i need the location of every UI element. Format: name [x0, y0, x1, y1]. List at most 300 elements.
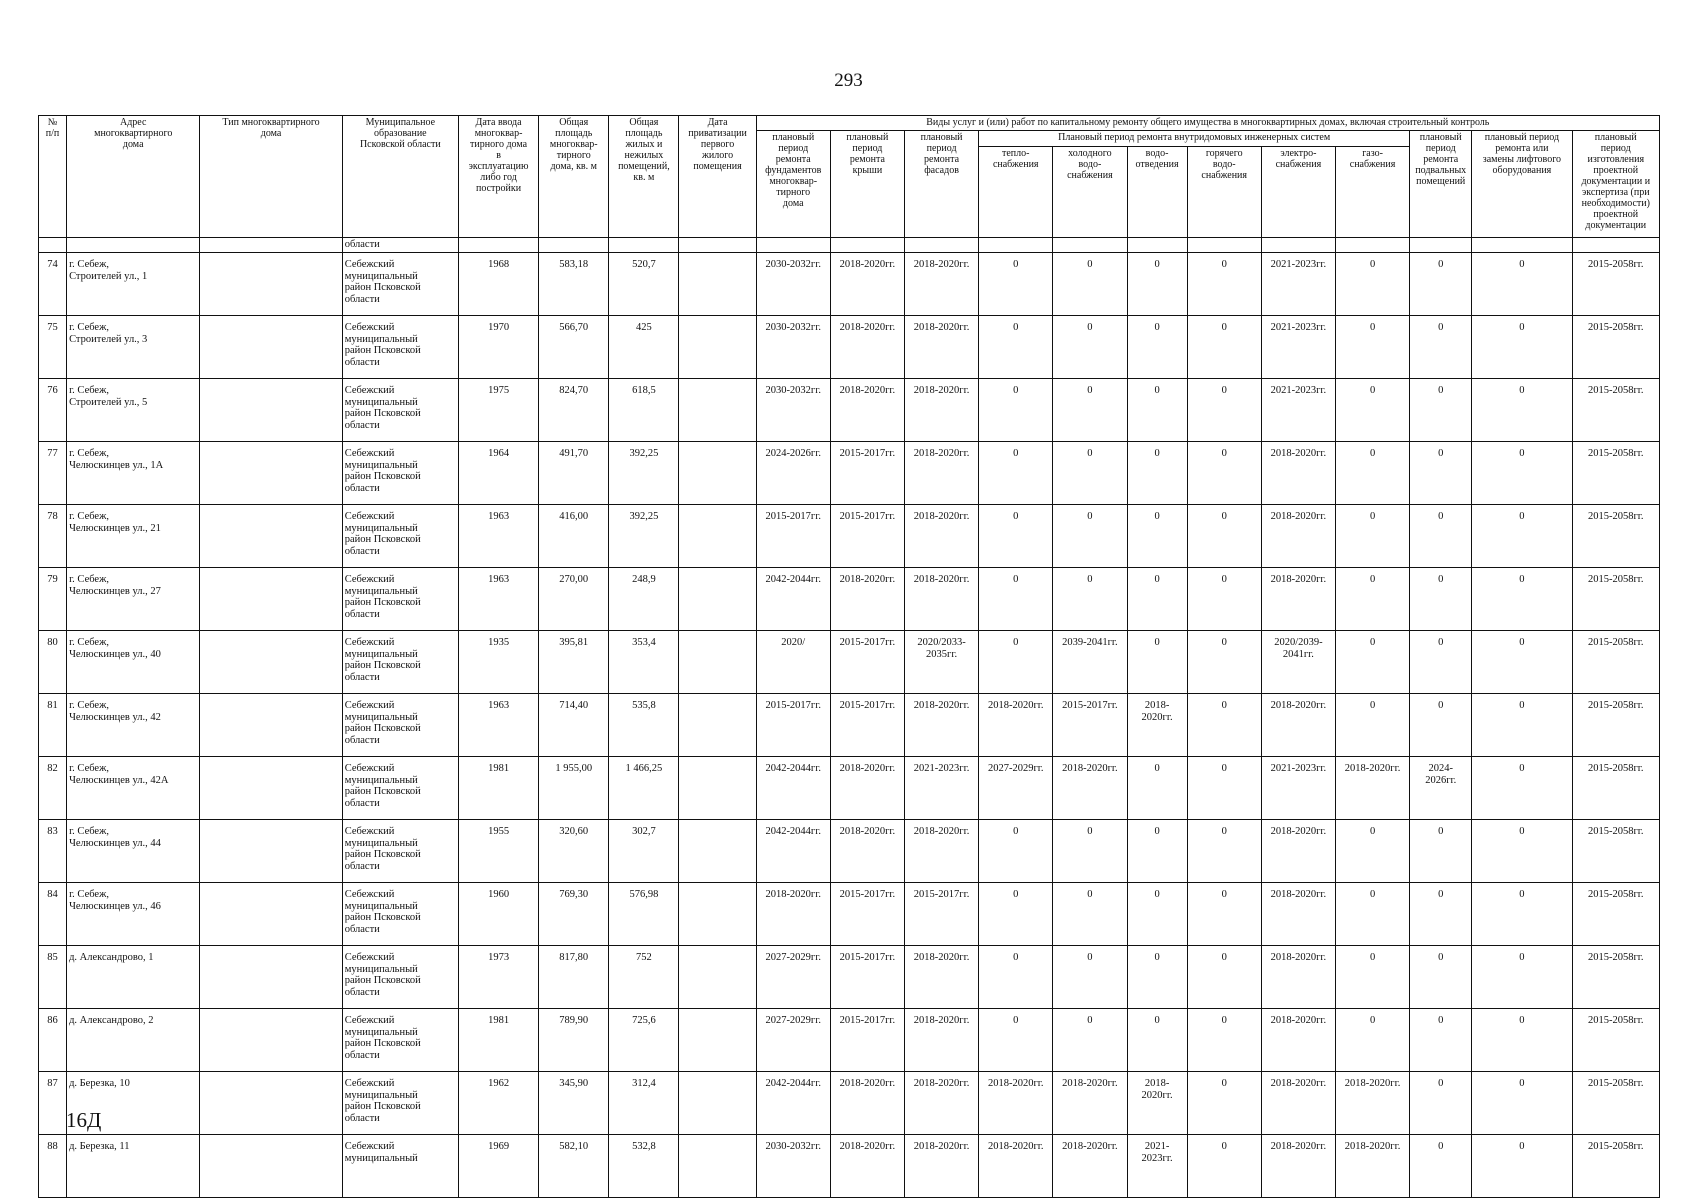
- cell-facade: 2018-2020гг.: [904, 1072, 978, 1135]
- cell-year: 1969: [458, 1135, 538, 1198]
- cell-foundation: 2027-2029гг.: [756, 1009, 830, 1072]
- cell-municipality: Себежский муниципальный район Псковской области: [342, 505, 458, 568]
- header-electric: электро- снабжения: [1261, 147, 1335, 238]
- cell-basement: 0: [1410, 253, 1472, 316]
- cell-address: д. Александрово, 1: [67, 946, 200, 1009]
- header-address: Адрес многоквартирного дома: [67, 116, 200, 238]
- cell-year: 1970: [458, 316, 538, 379]
- cell-sewage: 2021- 2023гг.: [1127, 1135, 1187, 1198]
- cell-roof: 2018-2020гг.: [830, 253, 904, 316]
- cell-address: г. Себеж, Челюскинцев ул., 21: [67, 505, 200, 568]
- cell-basement: 0: [1410, 379, 1472, 442]
- cell-privatization: [679, 631, 756, 694]
- cell-facade: 2018-2020гг.: [904, 379, 978, 442]
- table-row: [39, 820, 1660, 883]
- cell-hot-water: 0: [1187, 820, 1261, 883]
- cell-foundation: 2030-2032гг.: [756, 316, 830, 379]
- cell-address: г. Себеж, Челюскинцев ул., 40: [67, 631, 200, 694]
- cell-type: [200, 694, 342, 757]
- cell-cold-water: 0: [1053, 568, 1127, 631]
- cell-privatization: [679, 820, 756, 883]
- cell-municipality: Себежский муниципальный район Псковской области: [342, 757, 458, 820]
- cell-no: 78: [39, 505, 67, 568]
- cell-foundation: 2018-2020гг.: [756, 883, 830, 946]
- header-design-docs: плановый период изготовления проектной документации и экспертиза (при необходимости) проектной документации: [1572, 131, 1659, 238]
- cell-foundation: 2030-2032гг.: [756, 379, 830, 442]
- header-commissioned: Дата ввода многоквар- тирного дома в эксплуатацию либо год постройки: [458, 116, 538, 238]
- cell-type: [200, 1072, 342, 1135]
- cell-foundation: 2020/: [756, 631, 830, 694]
- cell-foundation: 2027-2029гг.: [756, 946, 830, 1009]
- cell-elevator: 0: [1472, 883, 1572, 946]
- cell-foundation: 2042-2044гг.: [756, 1072, 830, 1135]
- cell-no: 84: [39, 883, 67, 946]
- cell-foundation: 2015-2017гг.: [756, 694, 830, 757]
- cell-design-docs: 2015-2058гг.: [1572, 820, 1659, 883]
- cell-total-area: 416,00: [539, 505, 609, 568]
- cell-hot-water: 0: [1187, 379, 1261, 442]
- cell-design-docs: 2015-2058гг.: [1572, 946, 1659, 1009]
- cell-sewage: 0: [1127, 1009, 1187, 1072]
- cell-roof: 2015-2017гг.: [830, 631, 904, 694]
- cell-hot-water: 0: [1187, 757, 1261, 820]
- table-body: [39, 238, 1660, 1198]
- cell-municipality: Себежский муниципальный район Псковской области: [342, 883, 458, 946]
- cell-type: [200, 757, 342, 820]
- cell-type: [200, 442, 342, 505]
- cell-type: [200, 1135, 342, 1198]
- cell-heat: 0: [979, 442, 1053, 505]
- cell-elevator: 0: [1472, 631, 1572, 694]
- cell-elevator: 0: [1472, 946, 1572, 1009]
- table-row: [39, 631, 1660, 694]
- cell-year: 1968: [458, 253, 538, 316]
- cell-basement: 0: [1410, 1135, 1472, 1198]
- cell-basement: 0: [1410, 946, 1472, 1009]
- cell-elevator: 0: [1472, 316, 1572, 379]
- cell-roof: 2018-2020гг.: [830, 1135, 904, 1198]
- cell-privatization: [679, 505, 756, 568]
- cell-hot-water: 0: [1187, 505, 1261, 568]
- cell-premises-area: 353,4: [609, 631, 679, 694]
- cell-heat: 0: [979, 631, 1053, 694]
- cell-elevator: 0: [1472, 379, 1572, 442]
- header-gas: газо- снабжения: [1335, 147, 1409, 238]
- cell-electric: 2018-2020гг.: [1261, 1135, 1335, 1198]
- cell-year: 1963: [458, 505, 538, 568]
- cell-no: 74: [39, 253, 67, 316]
- cell-cold-water: 0: [1053, 820, 1127, 883]
- table-row: [39, 757, 1660, 820]
- cell-roof: 2015-2017гг.: [830, 505, 904, 568]
- cell-elevator: 0: [1472, 694, 1572, 757]
- cell-facade: 2021-2023гг.: [904, 757, 978, 820]
- header-privatization: Дата приватизации первого жилого помещения: [679, 116, 756, 238]
- cell-foundation: 2015-2017гг.: [756, 505, 830, 568]
- cell-gas: 0: [1335, 946, 1409, 1009]
- cell-year: 1975: [458, 379, 538, 442]
- cell-cold-water: 0: [1053, 946, 1127, 1009]
- cell-heat: 0: [979, 253, 1053, 316]
- cell-premises-area: 425: [609, 316, 679, 379]
- cell-type: [200, 505, 342, 568]
- cell-roof: 2018-2020гг.: [830, 757, 904, 820]
- header-premises-area: Общая площадь жилых и нежилых помещений, кв. м: [609, 116, 679, 238]
- cell-electric: 2018-2020гг.: [1261, 1009, 1335, 1072]
- cell-heat: 2027-2029гг.: [979, 757, 1053, 820]
- cell-total-area: 270,00: [539, 568, 609, 631]
- cell-sewage: 0: [1127, 946, 1187, 1009]
- cell-cold-water: 0: [1053, 253, 1127, 316]
- cell-roof: 2015-2017гг.: [830, 442, 904, 505]
- cell-address: г. Себеж, Строителей ул., 5: [67, 379, 200, 442]
- cell-facade: 2018-2020гг.: [904, 316, 978, 379]
- cell-year: 1962: [458, 1072, 538, 1135]
- cell-no: 77: [39, 442, 67, 505]
- cell-electric: 2021-2023гг.: [1261, 253, 1335, 316]
- cell-electric: 2018-2020гг.: [1261, 568, 1335, 631]
- cell-premises-area: 520,7: [609, 253, 679, 316]
- cell-basement: 0: [1410, 568, 1472, 631]
- cell-total-area: 789,90: [539, 1009, 609, 1072]
- cell-electric: 2018-2020гг.: [1261, 820, 1335, 883]
- cell-total-area: 583,18: [539, 253, 609, 316]
- cell-address: д. Березка, 10: [67, 1072, 200, 1135]
- cell-year: 1964: [458, 442, 538, 505]
- cell-premises-area: 392,25: [609, 442, 679, 505]
- cell-design-docs: 2015-2058гг.: [1572, 1009, 1659, 1072]
- cell-type: [200, 883, 342, 946]
- cell-municipality: Себежский муниципальный: [342, 1135, 458, 1198]
- cell-gas: 2018-2020гг.: [1335, 757, 1409, 820]
- cell-cold-water: 2018-2020гг.: [1053, 757, 1127, 820]
- cell-heat: 0: [979, 1009, 1053, 1072]
- cell-roof: 2018-2020гг.: [830, 316, 904, 379]
- cell-municipality: Себежский муниципальный район Псковской области: [342, 820, 458, 883]
- cell-electric: 2020/2039- 2041гг.: [1261, 631, 1335, 694]
- cell-no: 80: [39, 631, 67, 694]
- cell-address: г. Себеж, Челюскинцев ул., 44: [67, 820, 200, 883]
- cell-no: 81: [39, 694, 67, 757]
- cell-heat: 2018-2020гг.: [979, 1135, 1053, 1198]
- cell-electric: 2021-2023гг.: [1261, 379, 1335, 442]
- cell-total-area: 320,60: [539, 820, 609, 883]
- cell-heat: 0: [979, 946, 1053, 1009]
- footer-code: 16Д: [66, 1108, 102, 1132]
- cell-elevator: 0: [1472, 820, 1572, 883]
- table-row: [39, 1009, 1660, 1072]
- cell-hot-water: 0: [1187, 442, 1261, 505]
- cell-gas: 0: [1335, 568, 1409, 631]
- table-row: [39, 505, 1660, 568]
- cell-type: [200, 379, 342, 442]
- table-row: [39, 946, 1660, 1009]
- cell-municipality: Себежский муниципальный район Псковской области: [342, 379, 458, 442]
- cell-cold-water: 0: [1053, 379, 1127, 442]
- cell-heat: 0: [979, 505, 1053, 568]
- cell-facade: 2018-2020гг.: [904, 253, 978, 316]
- cell-heat: 2018-2020гг.: [979, 1072, 1053, 1135]
- header-engineering-group: Плановый период ремонта внутридомовых инженерных систем: [979, 131, 1410, 147]
- header-works-group: Виды услуг и (или) работ по капитальному ремонту общего имущества в многоквартирных домах, включая строительный контроль: [756, 116, 1659, 131]
- cell-roof: 2015-2017гг.: [830, 883, 904, 946]
- cell-municipality: Себежский муниципальный район Псковской области: [342, 253, 458, 316]
- cell-electric: 2018-2020гг.: [1261, 694, 1335, 757]
- cell-sewage: 0: [1127, 442, 1187, 505]
- cell-municipality: Себежский муниципальный район Псковской области: [342, 631, 458, 694]
- cell-year: 1981: [458, 757, 538, 820]
- cell-basement: 0: [1410, 1072, 1472, 1135]
- cell-cold-water: 2015-2017гг.: [1053, 694, 1127, 757]
- cell-sewage: 0: [1127, 505, 1187, 568]
- cell-basement: 0: [1410, 505, 1472, 568]
- cell-municipality: Себежский муниципальный район Псковской области: [342, 568, 458, 631]
- cell-heat: 0: [979, 568, 1053, 631]
- header-elevator: плановый период ремонта или замены лифтового оборудования: [1472, 131, 1572, 238]
- cell-total-area: 1 955,00: [539, 757, 609, 820]
- cell-elevator: 0: [1472, 1072, 1572, 1135]
- cell-hot-water: 0: [1187, 253, 1261, 316]
- cell-year: 1963: [458, 694, 538, 757]
- cell-premises-area: 1 466,25: [609, 757, 679, 820]
- cell-privatization: [679, 1072, 756, 1135]
- cell-cold-water: 2039-2041гг.: [1053, 631, 1127, 694]
- cell-sewage: 0: [1127, 316, 1187, 379]
- cell-type: [200, 253, 342, 316]
- cell-sewage: 0: [1127, 883, 1187, 946]
- cell-no: 82: [39, 757, 67, 820]
- cell-basement: 2024- 2026гг.: [1410, 757, 1472, 820]
- cell-privatization: [679, 694, 756, 757]
- header-basement: плановый период ремонта подвальных помещений: [1410, 131, 1472, 238]
- cell-heat: 0: [979, 316, 1053, 379]
- cell-facade: 2018-2020гг.: [904, 568, 978, 631]
- cell-elevator: 0: [1472, 505, 1572, 568]
- table-row: [39, 379, 1660, 442]
- cell-sewage: 0: [1127, 253, 1187, 316]
- cell-sewage: 0: [1127, 631, 1187, 694]
- cell-type: [200, 946, 342, 1009]
- cell-heat: 0: [979, 379, 1053, 442]
- cell-design-docs: 2015-2058гг.: [1572, 316, 1659, 379]
- cell-year: 1963: [458, 568, 538, 631]
- cell-type: [200, 820, 342, 883]
- cell-type: [200, 631, 342, 694]
- cell-address: г. Себеж, Челюскинцев ул., 46: [67, 883, 200, 946]
- cell-total-area: 824,70: [539, 379, 609, 442]
- cell-facade: 2015-2017гг.: [904, 883, 978, 946]
- cell-privatization: [679, 442, 756, 505]
- cell-municipality: Себежский муниципальный район Псковской области: [342, 1009, 458, 1072]
- cell-total-area: 491,70: [539, 442, 609, 505]
- cell-electric: 2021-2023гг.: [1261, 757, 1335, 820]
- cell-cold-water: 2018-2020гг.: [1053, 1072, 1127, 1135]
- cell-design-docs: 2015-2058гг.: [1572, 883, 1659, 946]
- cell-total-area: 714,40: [539, 694, 609, 757]
- cell-sewage: 0: [1127, 820, 1187, 883]
- carry-over-text: области: [342, 238, 458, 253]
- cell-design-docs: 2015-2058гг.: [1572, 1135, 1659, 1198]
- cell-roof: 2018-2020гг.: [830, 820, 904, 883]
- cell-heat: 0: [979, 820, 1053, 883]
- cell-gas: 0: [1335, 442, 1409, 505]
- cell-elevator: 0: [1472, 442, 1572, 505]
- capital-repair-table: [38, 115, 1660, 1198]
- cell-total-area: 582,10: [539, 1135, 609, 1198]
- cell-premises-area: 248,9: [609, 568, 679, 631]
- cell-hot-water: 0: [1187, 1072, 1261, 1135]
- cell-hot-water: 0: [1187, 1009, 1261, 1072]
- cell-total-area: 395,81: [539, 631, 609, 694]
- cell-no: 75: [39, 316, 67, 379]
- cell-foundation: 2042-2044гг.: [756, 820, 830, 883]
- cell-gas: 0: [1335, 379, 1409, 442]
- cell-municipality: Себежский муниципальный район Псковской области: [342, 694, 458, 757]
- cell-premises-area: 535,8: [609, 694, 679, 757]
- cell-design-docs: 2015-2058гг.: [1572, 505, 1659, 568]
- cell-foundation: 2042-2044гг.: [756, 568, 830, 631]
- cell-premises-area: 392,25: [609, 505, 679, 568]
- cell-hot-water: 0: [1187, 631, 1261, 694]
- cell-elevator: 0: [1472, 1009, 1572, 1072]
- cell-roof: 2015-2017гг.: [830, 694, 904, 757]
- cell-elevator: 0: [1472, 253, 1572, 316]
- cell-cold-water: 0: [1053, 316, 1127, 379]
- cell-facade: 2018-2020гг.: [904, 442, 978, 505]
- cell-address: г. Себеж, Строителей ул., 1: [67, 253, 200, 316]
- cell-year: 1935: [458, 631, 538, 694]
- cell-privatization: [679, 1009, 756, 1072]
- cell-premises-area: 618,5: [609, 379, 679, 442]
- cell-sewage: 0: [1127, 757, 1187, 820]
- header-total-area: Общая площадь многоквар- тирного дома, кв. м: [539, 116, 609, 238]
- cell-roof: 2018-2020гг.: [830, 379, 904, 442]
- cell-hot-water: 0: [1187, 568, 1261, 631]
- table-row: [39, 1072, 1660, 1135]
- cell-basement: 0: [1410, 631, 1472, 694]
- cell-type: [200, 1009, 342, 1072]
- cell-gas: 0: [1335, 694, 1409, 757]
- carry-over-row: [39, 238, 1660, 253]
- cell-design-docs: 2015-2058гг.: [1572, 379, 1659, 442]
- cell-cold-water: 0: [1053, 442, 1127, 505]
- cell-sewage: 2018- 2020гг.: [1127, 694, 1187, 757]
- cell-hot-water: 0: [1187, 316, 1261, 379]
- cell-no: 88: [39, 1135, 67, 1198]
- cell-premises-area: 576,98: [609, 883, 679, 946]
- cell-hot-water: 0: [1187, 694, 1261, 757]
- cell-total-area: 566,70: [539, 316, 609, 379]
- cell-elevator: 0: [1472, 757, 1572, 820]
- cell-cold-water: 2018-2020гг.: [1053, 1135, 1127, 1198]
- cell-premises-area: 312,4: [609, 1072, 679, 1135]
- cell-gas: 0: [1335, 253, 1409, 316]
- cell-gas: 0: [1335, 505, 1409, 568]
- cell-hot-water: 0: [1187, 946, 1261, 1009]
- cell-privatization: [679, 1135, 756, 1198]
- cell-sewage: 0: [1127, 568, 1187, 631]
- cell-foundation: 2042-2044гг.: [756, 757, 830, 820]
- cell-privatization: [679, 316, 756, 379]
- cell-cold-water: 0: [1053, 1009, 1127, 1072]
- cell-address: г. Себеж, Челюскинцев ул., 42: [67, 694, 200, 757]
- cell-foundation: 2024-2026гг.: [756, 442, 830, 505]
- cell-total-area: 345,90: [539, 1072, 609, 1135]
- table-row: [39, 694, 1660, 757]
- header-foundation: плановый период ремонта фундаментов многоквар- тирного дома: [756, 131, 830, 238]
- cell-no: 86: [39, 1009, 67, 1072]
- cell-address: г. Себеж, Челюскинцев ул., 42А: [67, 757, 200, 820]
- header-sewage: водо- отведения: [1127, 147, 1187, 238]
- cell-electric: 2018-2020гг.: [1261, 442, 1335, 505]
- cell-electric: 2018-2020гг.: [1261, 883, 1335, 946]
- cell-privatization: [679, 253, 756, 316]
- cell-gas: 0: [1335, 820, 1409, 883]
- cell-design-docs: 2015-2058гг.: [1572, 757, 1659, 820]
- header-no: № п/п: [39, 116, 67, 238]
- cell-privatization: [679, 568, 756, 631]
- cell-privatization: [679, 379, 756, 442]
- cell-basement: 0: [1410, 442, 1472, 505]
- cell-premises-area: 302,7: [609, 820, 679, 883]
- cell-address: г. Себеж, Строителей ул., 3: [67, 316, 200, 379]
- cell-municipality: Себежский муниципальный район Псковской области: [342, 946, 458, 1009]
- cell-electric: 2018-2020гг.: [1261, 505, 1335, 568]
- cell-design-docs: 2015-2058гг.: [1572, 253, 1659, 316]
- cell-roof: 2018-2020гг.: [830, 1072, 904, 1135]
- cell-cold-water: 0: [1053, 883, 1127, 946]
- table-row: [39, 568, 1660, 631]
- table-row: [39, 253, 1660, 316]
- header-cold-water: холодного водо- снабжения: [1053, 147, 1127, 238]
- cell-basement: 0: [1410, 820, 1472, 883]
- cell-elevator: 0: [1472, 568, 1572, 631]
- cell-electric: 2018-2020гг.: [1261, 946, 1335, 1009]
- cell-gas: 0: [1335, 316, 1409, 379]
- cell-premises-area: 725,6: [609, 1009, 679, 1072]
- cell-year: 1973: [458, 946, 538, 1009]
- cell-total-area: 817,80: [539, 946, 609, 1009]
- cell-roof: 2015-2017гг.: [830, 1009, 904, 1072]
- cell-municipality: Себежский муниципальный район Псковской области: [342, 442, 458, 505]
- cell-basement: 0: [1410, 694, 1472, 757]
- cell-facade: 2018-2020гг.: [904, 1135, 978, 1198]
- cell-address: д. Березка, 11: [67, 1135, 200, 1198]
- cell-basement: 0: [1410, 883, 1472, 946]
- cell-type: [200, 316, 342, 379]
- header-municipality: Муниципальное образование Псковской области: [342, 116, 458, 238]
- cell-gas: 0: [1335, 631, 1409, 694]
- cell-heat: 2018-2020гг.: [979, 694, 1053, 757]
- cell-no: 87: [39, 1072, 67, 1135]
- cell-address: д. Александрово, 2: [67, 1009, 200, 1072]
- cell-sewage: 2018- 2020гг.: [1127, 1072, 1187, 1135]
- cell-design-docs: 2015-2058гг.: [1572, 631, 1659, 694]
- cell-gas: 0: [1335, 883, 1409, 946]
- cell-design-docs: 2015-2058гг.: [1572, 568, 1659, 631]
- cell-electric: 2021-2023гг.: [1261, 316, 1335, 379]
- cell-design-docs: 2015-2058гг.: [1572, 694, 1659, 757]
- cell-facade: 2018-2020гг.: [904, 1009, 978, 1072]
- cell-municipality: Себежский муниципальный район Псковской области: [342, 1072, 458, 1135]
- cell-address: г. Себеж, Челюскинцев ул., 1А: [67, 442, 200, 505]
- page-number: 293: [834, 70, 863, 91]
- cell-foundation: 2030-2032гг.: [756, 1135, 830, 1198]
- cell-no: 85: [39, 946, 67, 1009]
- cell-roof: 2015-2017гг.: [830, 946, 904, 1009]
- header-roof: плановый период ремонта крыши: [830, 131, 904, 238]
- cell-facade: 2018-2020гг.: [904, 505, 978, 568]
